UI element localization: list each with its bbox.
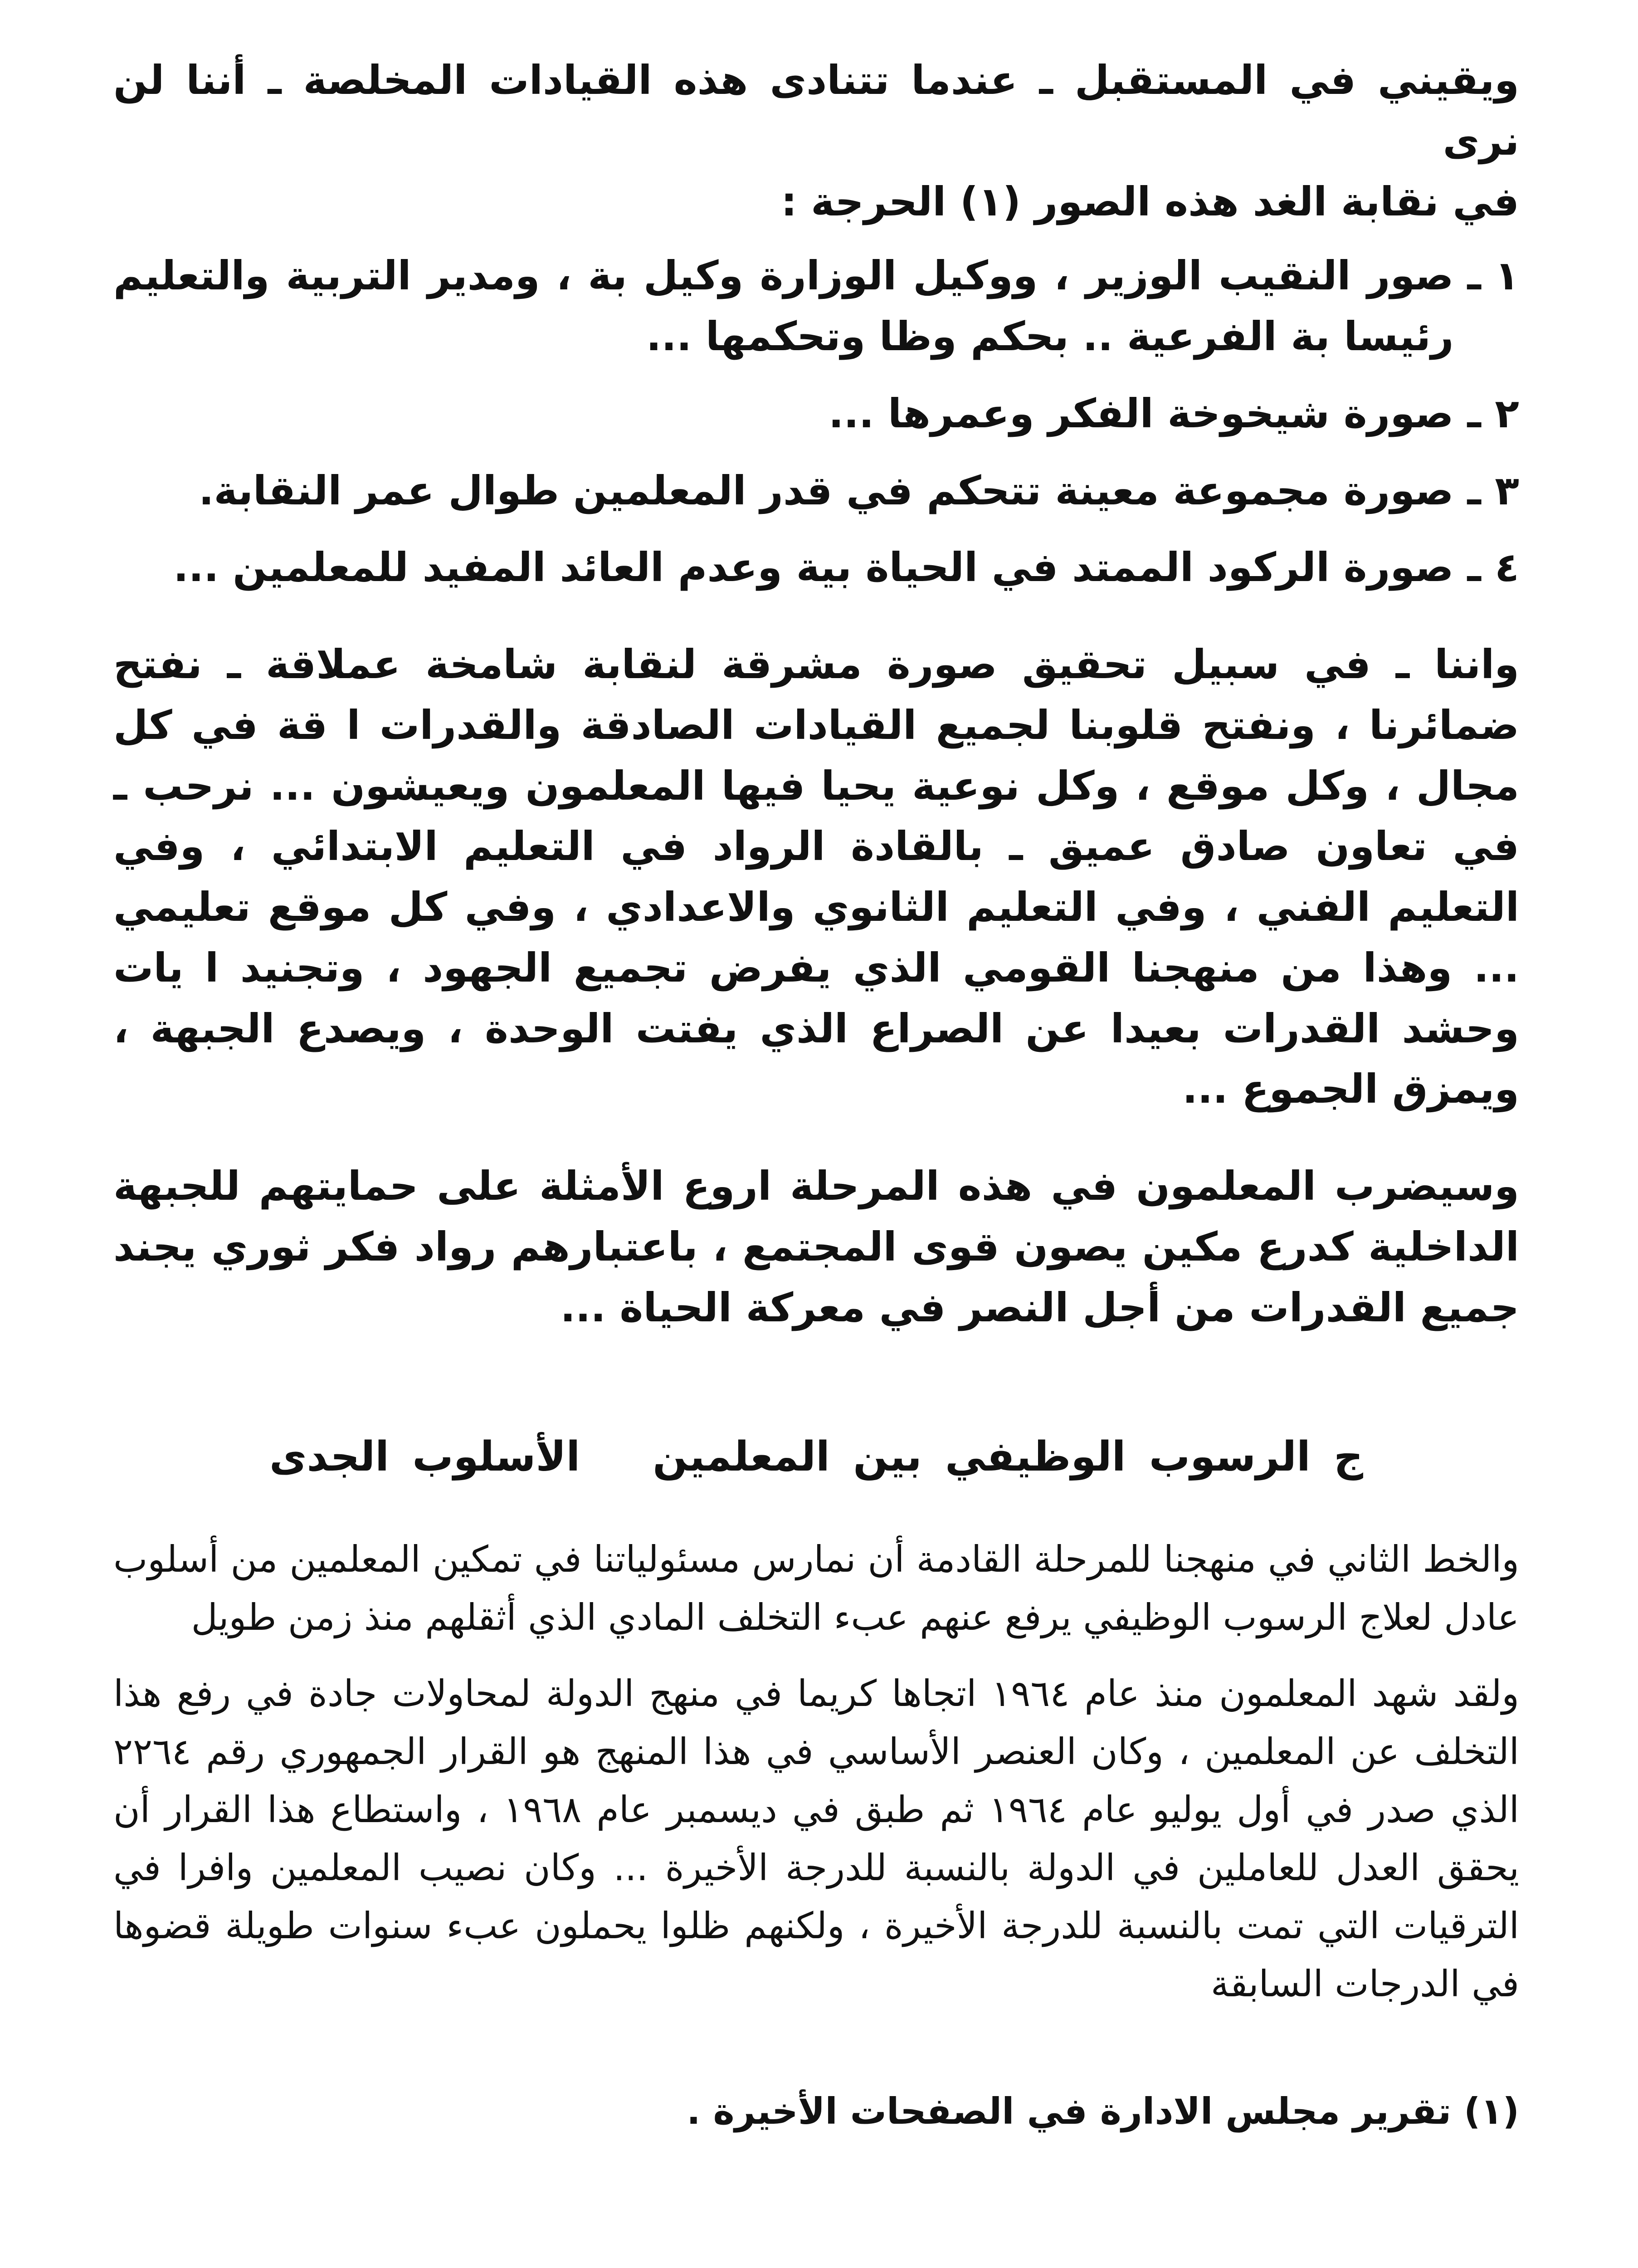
intro-line-1: ويقيني في المستقبل ـ عندما تتنادى هذه القيادات المخلصة ـ أننا لن نرى xyxy=(113,57,1519,164)
section-heading-part-2: الأسلوب الجدى xyxy=(269,1433,580,1481)
section-heading-part-1: ج الرسوب الوظيفي بين المعلمين xyxy=(653,1433,1363,1481)
paragraph-solidarity: واننا ـ في سبيل تحقيق صورة مشرقة لنقابة شامخة عملاقة ـ نفتح ضمائرنا ، ونفتح قلوبنا لجميع القيادات الصادقة والقدرات ا قة في كل مجال ، وكل موقع ، وكل نوعية يحيا فيها المعلمون ويعيشون ... نرحب ـ في تعاون صادق عميق ـ بالقادة الرواد في التعليم الابتدائي ، وفي التعليم الفني ، وفي التعليم الثانوي والاعدادي ، وفي كل موقع تعليمي ... وهذا من منهجنا القومي الذي يفرض تجميع الجهود ، وتجنيد ا يات وحشد القدرات بعيدا عن الصراع الذي يفتت الوحدة ، ويصدع الجبهة ، ويمزق الجموع ... xyxy=(113,641,1519,1113)
section-heading xyxy=(113,1433,1519,1481)
paragraph-second-line: والخط الثاني في منهجنا للمرحلة القادمة أن نمارس مسئولياتنا في تمكين المعلمين من أسلوب عادل لعلاج الرسوب الوظيفي يرفع عنهم عبء التخلف المادي الذي أثقلهم منذ زمن طويل xyxy=(113,1538,1519,1639)
list-item-number: ٤ ـ xyxy=(1467,544,1519,591)
list-item-number: ١ ـ xyxy=(1467,252,1519,299)
paragraph-decree: ولقد شهد المعلمون منذ عام ١٩٦٤ اتجاها كريما في منهج الدولة لمحاولات جادة في رفع هذا التخلف عن المعلمين ، وكان العنصر الأساسي في هذا المنهج هو القرار الجمهوري رقم ٢٢٦٤ الذي صدر في أول يوليو عام ١٩٦٤ ثم طبق في ديسمبر عام ١٩٦٨ ، واستطاع هذا القرار أن يحقق العدل للعاملين في الدولة بالنسبة للدرجة الأخيرة ... وكان نصيب المعلمين وافرا في الترقيات التي تمت بالنسبة للدرجة الأخيرة ، ولكنهم ظلوا يحملون عبء سنوات طويلة قضوها في الدرجات السابقة xyxy=(113,1672,1520,2005)
paragraph-teachers-role: وسيضرب المعلمون في هذه المرحلة اروع الأمثلة على حمايتهم للجبهة الداخلية كدرع مكين يصون قوى المجتمع ، باعتبارهم رواد فكر ثوري يجند جميع القدرات من أجل النصر في معركة الحياة ... xyxy=(113,1163,1519,1331)
list-item-number: ٣ ـ xyxy=(1467,467,1519,514)
document-page xyxy=(113,50,1519,2268)
list-item-text: صورة الركود الممتد في الحياة بية وعدم العائد المفيد للمعلمين ... xyxy=(173,544,1454,591)
footnote: (١) تقرير مجلس الادارة في الصفحات الأخيرة . xyxy=(687,2090,1519,2133)
list-item-text: صورة شيخوخة الفكر وعمرها ... xyxy=(828,390,1454,437)
list-item xyxy=(113,537,1519,598)
list-item xyxy=(113,245,1519,367)
intro-paragraph xyxy=(113,50,1519,232)
list-item xyxy=(113,460,1519,521)
list-item-number: ٢ ـ xyxy=(1467,390,1519,437)
list-item-text: صورة مجموعة معينة تتحكم في قدر المعلمين طوال عمر النقابة. xyxy=(199,467,1454,514)
intro-line-2: في نقابة الغد هذه الصور (١) الحرجة : xyxy=(781,178,1519,225)
list xyxy=(113,245,1519,598)
list-item-text: صور النقيب الوزير ، ووكيل الوزارة وكيل بة ، ومدير التربية والتعليم رئيسا بة الفرعية .. بحكم وظا وتحكمها ... xyxy=(113,252,1454,360)
list-item xyxy=(113,383,1519,444)
